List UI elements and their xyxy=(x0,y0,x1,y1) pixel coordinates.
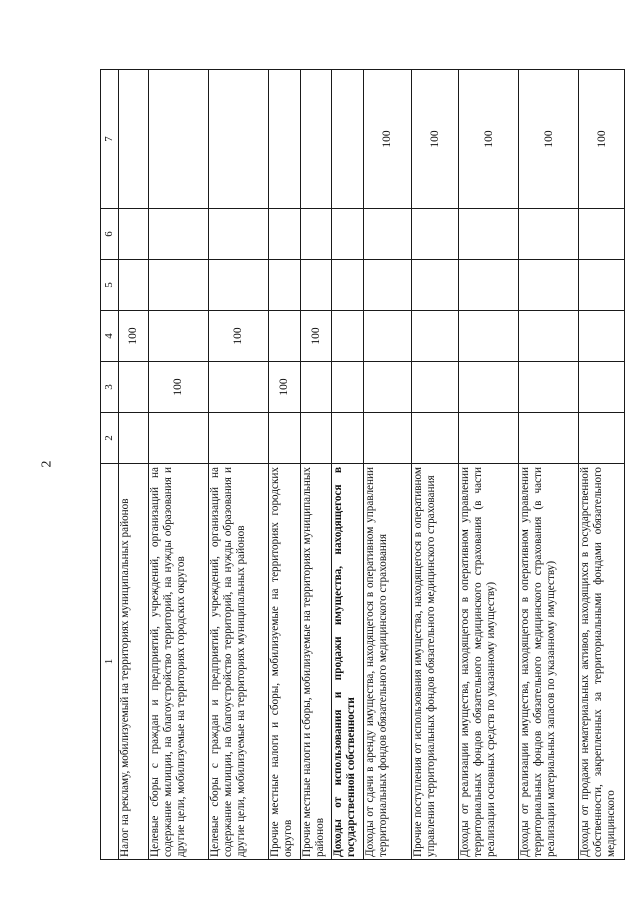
row-description: Доходы от продажи нематериальных активов, находящихся в государственной собственности, закрепленных за территориальными фондами обязательного медицинского xyxy=(579,464,625,860)
row-description: Целевые сборы с граждан и предприятий, учреждений, организаций на содержание милиции, на благоустройство территорий, на нужды образования и другие цели, мобилизуемые на территориях городских округов xyxy=(148,464,208,860)
value-cell xyxy=(459,311,519,362)
header-cell: 6 xyxy=(101,209,119,260)
value-cell xyxy=(332,209,364,260)
value-cell xyxy=(519,311,579,362)
value-cell xyxy=(268,413,300,464)
value-cell xyxy=(332,362,364,413)
header-cell: 3 xyxy=(101,362,119,413)
value-cell xyxy=(579,311,625,362)
row-description: Прочие поступления от использования имущества, находящегося в оперативном управлении территориальных фондов обязательного медицинского страхования xyxy=(411,464,459,860)
value-cell: 100 xyxy=(208,311,268,362)
value-cell xyxy=(118,362,148,413)
section-heading-text: Доходы от использования и продажи имущества, находящегося в государственной собственности xyxy=(332,467,358,857)
header-cell: 5 xyxy=(101,260,119,311)
value-cell xyxy=(118,260,148,311)
value-cell xyxy=(268,70,300,209)
value-cell xyxy=(519,209,579,260)
value-cell xyxy=(208,70,268,209)
section-heading xyxy=(332,464,364,860)
value-cell xyxy=(268,209,300,260)
value-cell: 100 xyxy=(579,70,625,209)
value-cell xyxy=(579,362,625,413)
row-description: Доходы от сдачи в аренду имущества, находящегося в оперативном управлении территориальных фондов обязательного медицинского страхования xyxy=(364,464,412,860)
table-row xyxy=(519,70,579,860)
value-cell xyxy=(519,413,579,464)
value-cell xyxy=(332,260,364,311)
value-cell xyxy=(118,413,148,464)
rotated-table-container xyxy=(100,70,625,860)
value-cell xyxy=(148,413,208,464)
table-row xyxy=(411,70,459,860)
value-cell xyxy=(519,362,579,413)
value-cell xyxy=(268,311,300,362)
header-cell: 2 xyxy=(101,413,119,464)
value-cell xyxy=(332,413,364,464)
value-cell: 100 xyxy=(411,70,459,209)
table-row xyxy=(118,70,148,860)
value-cell xyxy=(364,413,412,464)
header-cell: 4 xyxy=(101,311,119,362)
row-description: Налог на рекламу, мобилизуемый на территориях муниципальных районов xyxy=(118,464,148,860)
value-cell xyxy=(459,362,519,413)
value-cell xyxy=(411,209,459,260)
value-cell: 100 xyxy=(300,311,332,362)
value-cell xyxy=(148,70,208,209)
table-row xyxy=(208,70,268,860)
row-description: Доходы от реализации имущества, находящегося в оперативном управлении территориальных фондов обязательного медицинского страхования (в части реализации основных средств по указанному имуществу) xyxy=(459,464,519,860)
table-row xyxy=(579,70,625,860)
value-cell xyxy=(459,413,519,464)
value-cell: 100 xyxy=(519,70,579,209)
page-number: 2 xyxy=(39,460,55,468)
header-cell: 7 xyxy=(101,70,119,209)
value-cell xyxy=(579,209,625,260)
value-cell xyxy=(300,260,332,311)
value-cell xyxy=(118,209,148,260)
value-cell xyxy=(148,209,208,260)
row-description: Доходы от реализации имущества, находящегося в оперативном управлении территориальных фондов обязательного медицинского страхования (в части реализации материальных запасов по указанному имуществу) xyxy=(519,464,579,860)
value-cell xyxy=(364,311,412,362)
row-description: Целевые сборы с граждан и предприятий, учреждений, организаций на содержание милиции, на благоустройство территорий, на нужды образования и другие цели, мобилизуемые на территориях муниципальных районов xyxy=(208,464,268,860)
value-cell xyxy=(300,362,332,413)
row-description: Прочие местные налоги и сборы, мобилизуемые на территориях муниципальных районов xyxy=(300,464,332,860)
value-cell xyxy=(208,362,268,413)
value-cell xyxy=(579,413,625,464)
value-cell xyxy=(411,311,459,362)
revenue-distribution-table xyxy=(100,69,625,860)
value-cell xyxy=(208,413,268,464)
table-row xyxy=(332,70,364,860)
table-row xyxy=(148,70,208,860)
value-cell xyxy=(364,260,412,311)
value-cell xyxy=(411,260,459,311)
table-row xyxy=(268,70,300,860)
table-row xyxy=(459,70,519,860)
value-cell xyxy=(364,362,412,413)
table-row xyxy=(300,70,332,860)
value-cell xyxy=(364,209,412,260)
value-cell xyxy=(300,209,332,260)
value-cell: 100 xyxy=(459,70,519,209)
value-cell xyxy=(332,311,364,362)
value-cell xyxy=(411,413,459,464)
value-cell xyxy=(268,260,300,311)
value-cell: 100 xyxy=(118,311,148,362)
value-cell xyxy=(208,260,268,311)
value-cell xyxy=(332,70,364,209)
value-cell xyxy=(411,362,459,413)
value-cell xyxy=(300,70,332,209)
value-cell xyxy=(300,413,332,464)
value-cell xyxy=(459,209,519,260)
value-cell xyxy=(459,260,519,311)
value-cell: 100 xyxy=(268,362,300,413)
value-cell xyxy=(148,260,208,311)
header-cell: 1 xyxy=(101,464,119,860)
table-row xyxy=(364,70,412,860)
header-row xyxy=(101,70,119,860)
value-cell xyxy=(579,260,625,311)
value-cell xyxy=(118,70,148,209)
value-cell xyxy=(519,260,579,311)
row-description: Прочие местные налоги и сборы, мобилизуемые на территориях городских округов xyxy=(268,464,300,860)
value-cell: 100 xyxy=(148,362,208,413)
value-cell xyxy=(148,311,208,362)
value-cell: 100 xyxy=(364,70,412,209)
value-cell xyxy=(208,209,268,260)
